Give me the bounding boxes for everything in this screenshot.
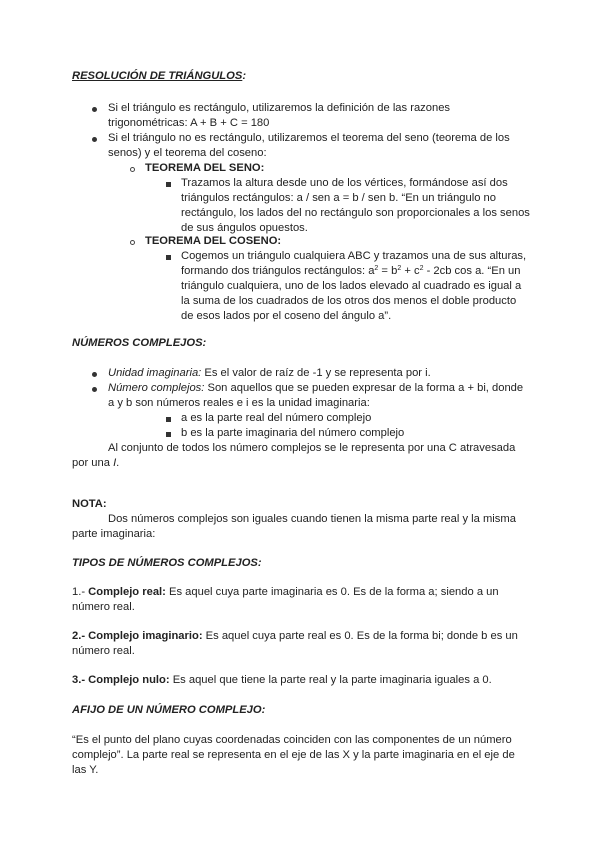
conjunto-paragraph-line2: por una I. (72, 457, 120, 469)
complejo-nulo-line: 3.- Complejo nulo: Es aquel que tiene la parte real y la parte imaginaria iguales a 0. (72, 674, 492, 686)
section-title-resolucion: RESOLUCIÓN DE TRIÁNGULOS: (72, 70, 247, 82)
teorema-coseno-title: TEOREMA DEL COSENO: (145, 235, 282, 247)
parte-real-item: a es la parte real del número complejo (181, 412, 372, 424)
coseno-text-line2: formando dos triángulos rectángulos: $a^2 = b^2 + c^2 - 2cb$ cos a. “En un (181, 265, 521, 277)
coseno-text-line1: Cogemos un triángulo cualquiera ABC y trazamos una de sus alturas, (181, 250, 527, 262)
bullet-circle (130, 167, 135, 172)
seno-text-line2: triángulos rectángulos: a / sen a = b / sen b. “En un triángulo no (181, 192, 497, 204)
seno-text-line1: Trazamos la altura desde uno de los vértices, formándose así dos (181, 177, 508, 189)
bullet-dot (92, 137, 97, 142)
parte-imaginaria-item: b es la parte imaginaria del número complejo (181, 427, 405, 439)
bullet-square (166, 432, 171, 437)
section-title-afijo: AFIJO DE UN NÚMERO COMPLEJO: (72, 704, 266, 716)
bullet-square (166, 255, 171, 260)
section-title-tipos: TIPOS DE NÚMEROS COMPLEJOS: (72, 557, 262, 569)
complejo-imaginario-line2: número real. (72, 645, 135, 657)
numero-complejos-line2: a y b son números reales e i es la unidad imaginaria: (108, 397, 370, 409)
afijo-text-line2: complejo”. La parte real se representa en el eje de las X y la parte imaginaria en el eje de (72, 749, 515, 761)
bullet-circle (130, 240, 135, 245)
seno-text-line4: de sus ángulos opuestos. (181, 222, 308, 234)
nota-text-line2: parte imaginaria: (72, 528, 156, 540)
complejo-imaginario-line1: 2.- Complejo imaginario: Es aquel cuya parte real es 0. Es de la forma bi; donde b es un (72, 630, 518, 642)
teorema-seno-title: TEOREMA DEL SENO: (145, 162, 265, 174)
afijo-text-line1: “Es el punto del plano cuyas coordenadas coinciden con las componentes de un número (72, 734, 512, 746)
sec1-bullet1-line1: Si el triángulo es rectángulo, utilizaremos la definición de las razones (108, 102, 451, 114)
conjunto-paragraph-line1: Al conjunto de todos los número complejos se le representa por una C atravesada (108, 442, 516, 454)
bullet-dot (92, 107, 97, 112)
seno-text-line3: rectángulo, los lados del no rectángulo son proporcionales a los senos (181, 207, 530, 219)
bullet-dot (92, 387, 97, 392)
complejo-real-line2: número real. (72, 601, 135, 613)
afijo-text-line3: las Y. (72, 764, 99, 776)
bullet-square (166, 182, 171, 187)
sec1-bullet2-line2: senos) y el teorema del coseno: (108, 147, 267, 159)
nota-text-line1: Dos números complejos son iguales cuando tienen la misma parte real y la misma (108, 513, 516, 525)
sec1-bullet2-line1: Si el triángulo no es rectángulo, utilizaremos el teorema del seno (teorema de los (108, 132, 510, 144)
sec1-bullet1-line2: trigonométricas: A + B + C = 180 (108, 117, 270, 129)
bullet-dot (92, 372, 97, 377)
numero-complejos-line1: Número complejos: Son aquellos que se pueden expresar de la forma a + bi, donde (108, 382, 524, 394)
bullet-square (166, 417, 171, 422)
coseno-text-line4: la suma de los cuadrados de los otros dos menos el doble producto (181, 295, 517, 307)
coseno-text-line5: de esos lados por el coseno del ángulo a”. (181, 310, 392, 322)
unidad-imaginaria-line: Unidad imaginaria: Es el valor de raíz de -1 y se representa por i. (108, 367, 431, 379)
coseno-text-line3: triángulo cualquiera, uno de los lados elevado al cuadrado es igual a (181, 280, 522, 292)
section-title-numeros-complejos: NÚMEROS COMPLEJOS: (72, 337, 207, 349)
nota-title: NOTA: (72, 498, 107, 510)
complejo-real-line1: 1.- Complejo real: Es aquel cuya parte imaginaria es 0. Es de la forma a; siendo a un (72, 586, 499, 598)
